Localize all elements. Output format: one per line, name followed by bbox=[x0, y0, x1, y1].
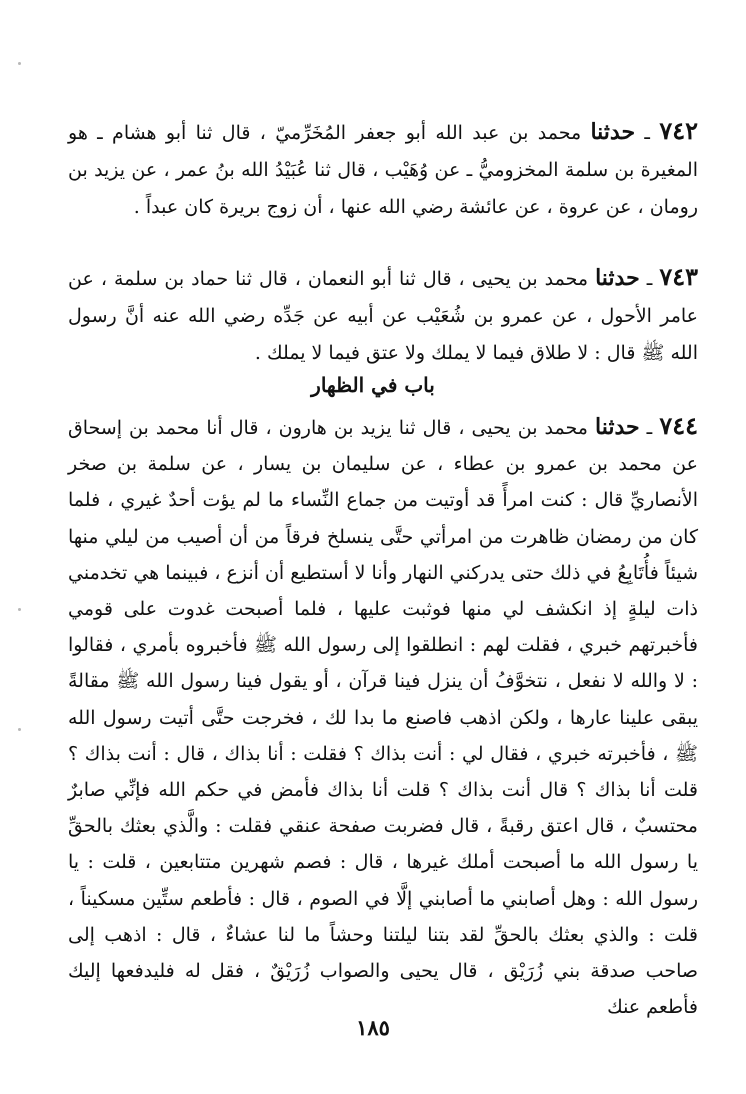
hadith-number: ٧٤٤ bbox=[659, 411, 698, 440]
hadith-743 bbox=[68, 258, 698, 372]
hadith-744 bbox=[68, 408, 698, 1025]
hadith-dash: ـ bbox=[639, 417, 660, 439]
page-number: ١٨٥ bbox=[356, 1015, 390, 1040]
margin-mark bbox=[18, 728, 21, 731]
margin-mark bbox=[18, 62, 21, 65]
hadith-742 bbox=[68, 112, 698, 226]
hadith-number: ٧٤٢ bbox=[659, 116, 698, 145]
hadith-text: محمد بن يحيى ، قال ثنا يزيد بن هارون ، قال أنا محمد بن إسحاق عن محمد بن عمرو بن عطاء ، عن سليمان بن يسار ، عن سلمة بن صخر الأنصاريِّ قال : كنت امرأً قد أوتيت من جماع النِّساء ما لم يؤت أحدٌ غيري ، فلما كان من رمضان ظاهرت من امرأتي حتَّى ينسلخ فرقاً من أن أصيب من ليلي منها شيئاً فأُتَابِعُ في ذلك حتى يدركني النهار وأنا لا أستطيع أن أنزع ، فبينما هي تخدمني ذات ليلةٍ إذ انكشف لي منها فوثبت عليها ، فلما أصبحت غدوت على قومي فأخبرتهم خبري ، فقلت لهم : انطلقوا إلى رسول الله ﷺ فأخبروه بأمري ، فقالوا : لا والله لا نفعل ، نتخوَّفُ أن ينزل فينا قرآن ، أو يقول فينا رسول الله ﷺ مقالةً يبقى علينا عارها ، ولكن اذهب فاصنع ما بدا لك ، فخرجت حتَّى أتيت رسول الله ﷺ ، فأخبرته خبري ، فقال لي : أنت بذاك ؟ فقلت : أنا بذاك ، قال : أنت بذاك ؟ قلت أنا بذاك ؟ قال أنت بذاك ؟ قلت أنا بذاك فأمض في حكم الله فإنِّي صابرٌ محتسبٌ ، قال اعتق رقبةً ، قال فضربت صفحة عنقي فقلت : والَّذي بعثك بالحقِّ يا رسول الله ما أصبحت أملك غيرها ، قال : فصم شهرين متتابعين ، قلت : يا رسول الله : وهل أصابني ما أصابني إلَّا في الصوم ، قال : فأطعم ستِّين مسكيناً ، قلت : والذي بعثك بالحقِّ لقد بتنا ليلتنا وحشاً ما لنا عشاءٌ ، قال : اذهب إلى صاحب صدقة بني زُرَيْق ، قال يحيى والصواب زُرَيْقٌ ، فقل له فليدفعها إليك فأطعم عنك bbox=[68, 417, 698, 1019]
hadith-dash: ـ bbox=[635, 122, 660, 144]
margin-mark bbox=[18, 608, 21, 611]
hadith-keyword: حدثنا bbox=[595, 414, 640, 440]
hadith-number: ٧٤٣ bbox=[659, 262, 698, 291]
hadith-keyword: حدثنا bbox=[595, 265, 640, 291]
chapter-heading: باب في الظهار bbox=[311, 373, 435, 397]
hadith-text: محمد بن عبد الله أبو جعفر المُخَرِّميّ ، قال ثنا أبو هشام ـ هو المغيرة بن سلمة المخزوميُّ ـ عن وُهَيْب ، قال ثنا عُبَيْدُ الله بنُ عمر ، عن يزيد بن رومان ، عن عروة ، عن عائشة رضي الله عنها ، أن زوج بريرة كان عبداً . bbox=[68, 122, 698, 218]
hadith-text: محمد بن يحيى ، قال ثنا أبو النعمان ، قال ثنا حماد بن سلمة ، عن عامر الأحول ، عن عمرو بن شُعَيْب عن أبيه عن جَدِّه رضي الله عنه أنَّ رسول الله ﷺ قال : لا طلاق فيما لا يملك ولا عتق فيما لا يملك . bbox=[68, 268, 698, 364]
hadith-dash: ـ bbox=[639, 268, 660, 290]
hadith-keyword: حدثنا bbox=[590, 119, 636, 145]
